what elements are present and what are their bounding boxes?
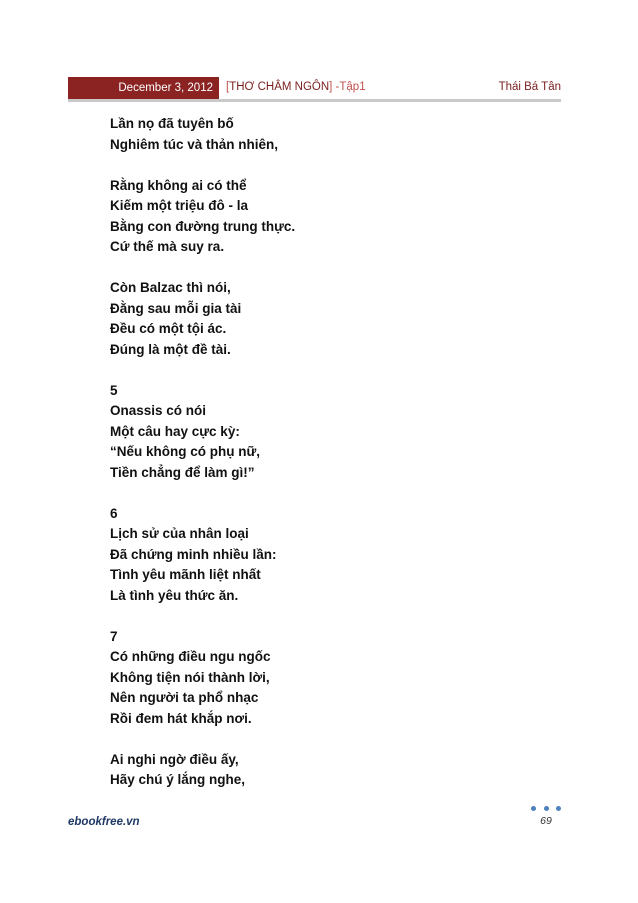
header-divider xyxy=(68,99,561,102)
poem-line: Onassis có nói xyxy=(110,403,207,418)
stanza-gap xyxy=(110,606,530,627)
poem-line: Ai nghi ngờ điều ấy, xyxy=(110,751,239,767)
poem-line: Đã chứng minh nhiều lần: xyxy=(110,546,277,562)
page-number: 69 xyxy=(540,815,552,827)
poem-line: Tiền chẳng để làm gì!” xyxy=(110,464,255,480)
title-close-bracket: ] xyxy=(329,81,333,93)
stanza-gap xyxy=(110,258,530,279)
poem-line: Không tiện nói thành lời, xyxy=(110,669,270,685)
poem-line: 6 xyxy=(110,505,118,521)
stanza-gap xyxy=(110,483,530,504)
poem-line: Một câu hay cực kỳ: xyxy=(110,423,240,439)
footer-site-link[interactable]: ebookfree.vn xyxy=(68,816,140,828)
title-open-bracket: [ xyxy=(226,81,230,93)
poem-body xyxy=(110,114,530,791)
poem-line: Rồi đem hát khắp nơi. xyxy=(110,710,252,726)
poem-line: Có những điều ngu ngốc xyxy=(110,649,271,664)
poem-line: Lịch sử của nhân loại xyxy=(110,526,249,541)
header-author: Thái Bá Tân xyxy=(498,81,561,93)
poem-line: Còn Balzac thì nói, xyxy=(110,280,231,295)
volume-label: -Tập1 xyxy=(332,81,366,93)
poem-line: Tình yêu mãnh liệt nhất xyxy=(110,567,261,582)
stanza-gap xyxy=(110,360,530,381)
poem-line: Nghiêm túc và thản nhiên, xyxy=(110,136,279,152)
stanza-gap xyxy=(110,155,530,176)
title-text: THƠ CHÂM NGÔN xyxy=(229,81,330,93)
header-date: December 3, 2012 xyxy=(68,77,219,99)
poem-line: Là tình yêu thức ăn. xyxy=(110,587,239,603)
poem-line: Đều có một tội ác. xyxy=(110,321,227,336)
poem-line: “Nếu không có phụ nữ, xyxy=(110,444,261,459)
poem-line: Lần nọ đã tuyên bố xyxy=(110,116,234,131)
stanza-gap xyxy=(110,729,530,750)
poem-line: Bằng con đường trung thực. xyxy=(110,218,296,234)
poem-line: 7 xyxy=(110,628,118,644)
page-ornament-icon xyxy=(531,806,561,812)
book-title xyxy=(226,81,366,93)
poem-line: Rằng không ai có thể xyxy=(110,177,247,193)
poem-line: Hãy chú ý lắng nghe, xyxy=(110,772,246,787)
poem-line: Kiếm một triệu đô - la xyxy=(110,198,249,213)
poem-line: Đúng là một đề tài. xyxy=(110,341,231,357)
poem-line: Đằng sau mỗi gia tài xyxy=(110,300,242,316)
poem-line: Nên người ta phổ nhạc xyxy=(110,690,259,705)
poem-line: 5 xyxy=(110,382,118,398)
poem-line: Cứ thế mà suy ra. xyxy=(110,239,225,254)
